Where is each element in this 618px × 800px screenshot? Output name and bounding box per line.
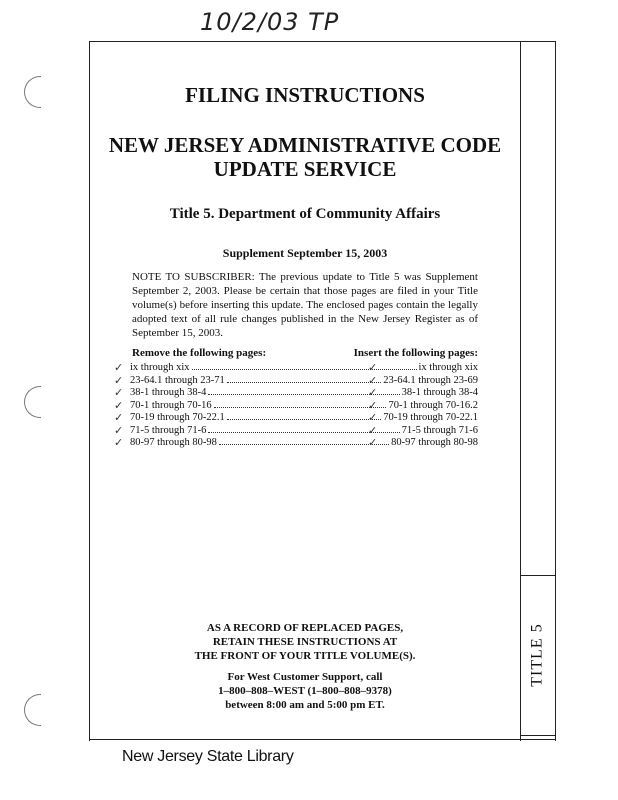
supplement-date: Supplement September 15, 2003: [222, 246, 388, 260]
record-line: AS A RECORD OF REPLACED PAGES,: [206, 622, 404, 634]
list-item: [130, 411, 478, 424]
code-heading-line1: NEW JERSEY ADMINISTRATIVE CODE: [108, 133, 502, 157]
title-tab-label: TITLE 5: [528, 623, 546, 687]
list-item: [130, 361, 478, 374]
tab-divider-bottom: [520, 735, 555, 736]
code-heading-line2: UPDATE SERVICE: [213, 157, 397, 181]
punch-hole-bottom: [24, 694, 41, 726]
list-item: [130, 436, 478, 449]
insert-pages: 70-19 through 70-22.1: [383, 412, 478, 423]
record-line: THE FRONT OF YOUR TITLE VOLUME(S).: [194, 650, 416, 662]
record-instructions: [100, 621, 510, 663]
record-line: RETAIN THESE INSTRUCTIONS AT: [212, 636, 398, 648]
check-mark-icon: ✓: [368, 399, 378, 412]
insert-pages: 70-1 through 70-16.2: [388, 399, 478, 411]
check-mark-icon: ✓: [114, 412, 124, 424]
insert-pages: 23-64.1 through 23-69: [383, 374, 478, 386]
insert-pages: 71-5 through 71-6: [401, 424, 478, 436]
check-mark-icon: ✓: [114, 387, 124, 399]
remove-pages: 70-19 through 70-22.1: [130, 412, 225, 423]
note-to-subscriber: NOTE TO SUBSCRIBER: The previous update to Title 5 was Supplement September 2, 2003. Please be certain that those pages are filed in your Title volume(s) before inserting this update. The enclosed pages contain the legally adopted text of all rule changes published in the New Jersey Register as of September 15, 2003.: [132, 271, 478, 339]
dot-leader: [208, 386, 399, 395]
list-item: [130, 374, 478, 387]
check-mark-icon: ✓: [368, 424, 378, 437]
check-mark-icon: ✓: [368, 362, 378, 374]
list-item: [130, 399, 478, 412]
check-mark-icon: ✓: [368, 437, 378, 449]
customer-support-info: [100, 670, 510, 712]
library-stamp: New Jersey State Library: [122, 748, 294, 765]
check-mark-icon: ✓: [368, 387, 378, 399]
check-mark-icon: ✓: [114, 399, 124, 412]
frame-left-border: [89, 41, 90, 741]
support-hours: between 8:00 am and 5:00 pm ET.: [225, 699, 385, 711]
page-replacement-list: [130, 361, 478, 449]
punch-hole-top: [24, 76, 41, 108]
check-mark-icon: ✓: [114, 374, 124, 387]
dot-leader: [227, 411, 381, 420]
frame-top-border: [89, 41, 555, 42]
remove-check-marks: [114, 361, 130, 449]
check-mark-icon: ✓: [368, 374, 378, 387]
filing-instructions-heading: FILING INSTRUCTIONS: [185, 83, 425, 107]
remove-pages: 80-97 through 80-98: [130, 437, 217, 448]
list-item: [130, 386, 478, 399]
list-item: [130, 424, 478, 437]
handwritten-date-note: 10/2/03 TP: [200, 8, 340, 36]
remove-pages: 71-5 through 71-6: [130, 424, 207, 436]
support-phone: 1–800–808–WEST (1–800–808–9378): [218, 685, 392, 697]
remove-pages: 38-1 through 38-4: [130, 387, 207, 398]
title-heading: Title 5. Department of Community Affairs: [169, 206, 441, 222]
frame-right-outer-border: [555, 41, 556, 741]
insert-pages: 80-97 through 80-98: [391, 437, 478, 448]
dot-leader: [192, 361, 417, 370]
check-mark-icon: ✓: [114, 424, 124, 437]
insert-pages: 38-1 through 38-4: [401, 387, 478, 398]
remove-pages: 70-1 through 70-16: [130, 399, 212, 411]
remove-pages: ix through xix: [130, 362, 190, 373]
remove-pages: 23-64.1 through 23-71: [130, 374, 225, 386]
dot-leader: [227, 374, 381, 383]
remove-pages-heading: Remove the following pages:: [132, 347, 267, 359]
code-heading: [100, 133, 510, 181]
punch-hole-middle: [24, 386, 41, 418]
support-line: For West Customer Support, call: [227, 671, 383, 683]
insert-pages: ix through xix: [418, 362, 478, 373]
frame-bottom-border: [89, 739, 555, 740]
check-mark-icon: ✓: [368, 412, 378, 424]
dot-leader: [208, 424, 399, 433]
check-mark-icon: ✓: [114, 437, 124, 449]
title-tab: [520, 575, 555, 735]
check-mark-icon: ✓: [114, 362, 124, 374]
dot-leader: [214, 399, 387, 408]
insert-pages-heading: Insert the following pages:: [353, 347, 478, 359]
dot-leader: [219, 436, 389, 445]
